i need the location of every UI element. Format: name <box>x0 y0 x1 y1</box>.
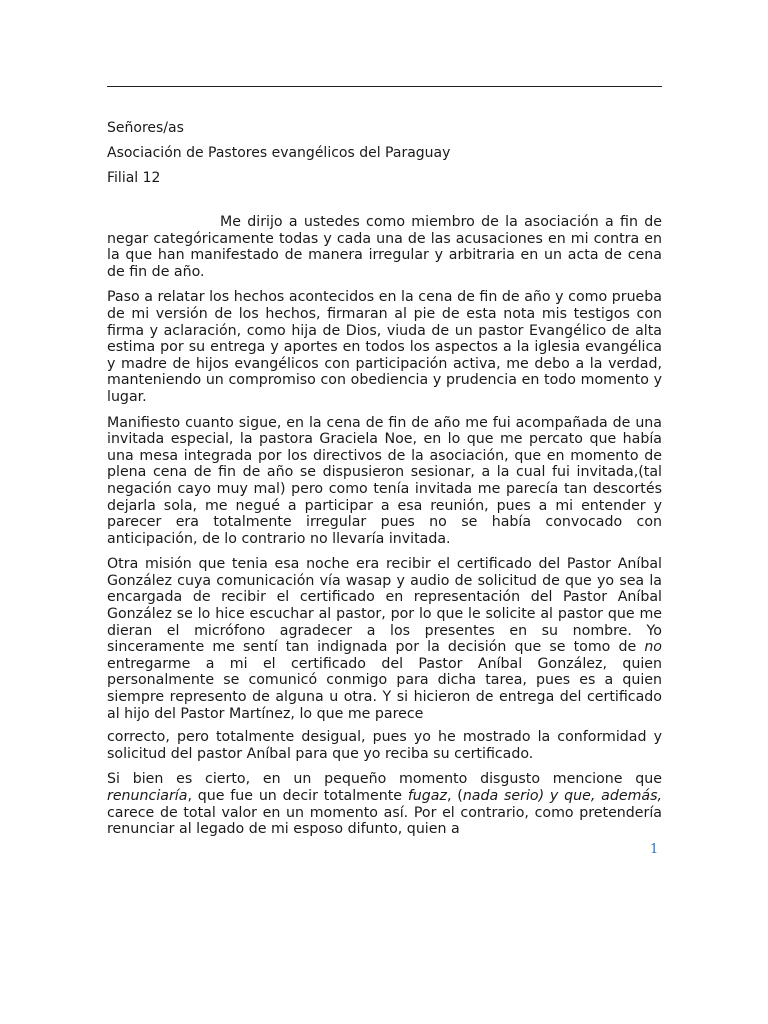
paragraph-6-part-c: , ( <box>446 788 463 804</box>
paragraph-6-emphasis-1: renunciaría <box>107 788 188 804</box>
header-rule <box>107 86 662 87</box>
paragraph-4-emphasis: no <box>644 639 662 656</box>
paragraph-6-emphasis-2: fugaz <box>407 788 447 804</box>
paragraph-4 <box>107 556 662 722</box>
paragraph-6-part-d: carece de total valor en un momento así. Por el contrario, como pretendería renunciar al legado de mi esposo difunto, quien a <box>107 804 662 838</box>
salutation: Señores/as <box>107 120 184 136</box>
paragraph-5: correcto, pero totalmente desigual, pues yo he mostrado la conformidad y solicitud del pastor Aníbal para que yo reciba su certificado. <box>107 729 662 762</box>
page-number: 1 <box>650 842 659 857</box>
branch-name: Filial 12 <box>107 170 161 186</box>
letter-body <box>107 214 662 847</box>
paragraph-4-part-a: Otra misión que tenia esa noche era recibir el certificado del Pastor Aníbal González cuya comunicación vía wasap y audio de solicitud de que yo sea la encargada de recibir el certificado en representación del Pastor Aníbal González se lo hice escuchar al pastor, por lo que le solicite al pastor que me dieran el micrófono agradecer a los presentes en su nombre. Yo sinceramente me sentí tan indignada por la decisión que se tomo de <box>107 556 662 656</box>
paragraph-4-part-b: entregarme a mi el certificado del Pastor Aníbal González, quien personalmente se comunicó conmigo para dicha tarea, pues es a quien siempre represento de alguna u otra. Y si hicieron de entrega del certificado al hijo del Pastor Martínez, lo que me parece <box>107 655 662 722</box>
organization-name: Asociación de Pastores evangélicos del Paraguay <box>107 145 451 161</box>
paragraph-6-part-b: , que fue un decir totalmente <box>187 788 408 804</box>
paragraph-6-part-a: Si bien es cierto, en un pequeño momento disgusto mencione que <box>107 771 662 788</box>
paragraph-3: Manifiesto cuanto sigue, en la cena de fin de año me fui acompañada de una invitada especial, la pastora Graciela Noe, en lo que me percato que había una mesa integrada por los directivos de la asociación, que en momento de plena cena de fin de año se dispusieron sesionar, a la cual fui invitada,(tal negación cayo muy mal) pero como tenía invitada me parecía tan descortés dejarla sola, me negué a participar a esa reunión, pues a mi entender y parecer era totalmente irregular pues no se había convocado con anticipación, de lo contrario no llevaría invitada. <box>107 414 662 547</box>
paragraph-6 <box>107 771 662 837</box>
paragraph-2: Paso a relatar los hechos acontecidos en la cena de fin de año y como prueba de mi versión de los hechos, firmaran al pie de esta nota mis testigos con firma y aclaración, como hija de Dios, viuda de un pastor Evangélico de alta estima por su entrega y aportes en todos los aspectos a la iglesia evangélica y madre de hijos evangélicos con participación activa, me debo a la verdad, manteniendo un compromiso con obediencia y prudencia en todo momento y lugar. <box>107 289 662 405</box>
paragraph-1: Me dirijo a ustedes como miembro de la asociación a fin de negar categóricamente todas y cada una de las acusaciones en mi contra en la que han manifestado de manera irregular y arbitraria en un acta de cena de fin de año. <box>107 214 662 280</box>
paragraph-6-emphasis-3: nada serio) y que, además, <box>462 788 663 804</box>
